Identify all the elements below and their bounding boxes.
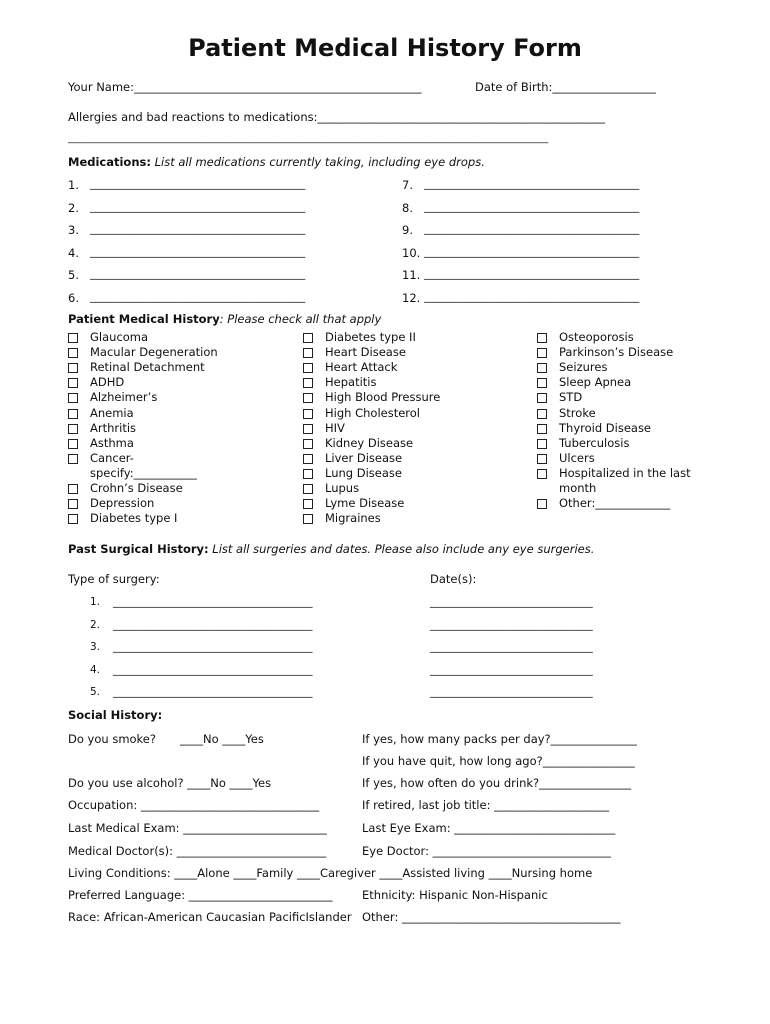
quit-field[interactable]: If you have quit, how long ago?________________ bbox=[362, 754, 635, 768]
condition-checkbox-item[interactable] bbox=[537, 390, 747, 405]
medication-number: 12. bbox=[402, 291, 421, 305]
checkbox-icon[interactable] bbox=[303, 363, 313, 373]
dob-field[interactable]: Date of Birth:__________________ bbox=[475, 80, 656, 94]
condition-label: Diabetes type I bbox=[90, 511, 178, 526]
condition-checkbox-item[interactable] bbox=[303, 330, 513, 345]
condition-checkbox-item[interactable] bbox=[303, 360, 513, 375]
medication-line[interactable]: _________________________________________ bbox=[424, 268, 640, 280]
condition-label: Stroke bbox=[559, 405, 596, 420]
condition-label: HIV bbox=[325, 420, 345, 435]
surgery-line[interactable]: ______________________________________ bbox=[113, 664, 313, 676]
condition-checkbox-item[interactable] bbox=[303, 390, 513, 405]
condition-checkbox-item[interactable] bbox=[303, 511, 513, 526]
condition-checkbox-item[interactable] bbox=[537, 406, 747, 421]
condition-checkbox-item[interactable] bbox=[537, 345, 747, 360]
condition-label: Hepatitis bbox=[325, 375, 377, 390]
checkbox-icon[interactable] bbox=[68, 454, 78, 464]
surgery-line[interactable]: ______________________________________ bbox=[113, 619, 313, 631]
checkbox-icon[interactable] bbox=[537, 363, 547, 373]
pmh-label: Patient Medical History bbox=[68, 312, 220, 326]
checkbox-icon[interactable] bbox=[68, 514, 78, 524]
medication-line[interactable]: _________________________________________ bbox=[90, 178, 306, 190]
preferred-language-field[interactable]: Preferred Language: _________________________ bbox=[68, 888, 333, 902]
packs-field[interactable]: If yes, how many packs per day?_______________ bbox=[362, 732, 637, 746]
condition-checkbox-item[interactable] bbox=[537, 421, 747, 436]
condition-checkbox-item[interactable] bbox=[303, 436, 513, 451]
medication-line[interactable]: _________________________________________ bbox=[424, 246, 640, 258]
medication-number: 7. bbox=[402, 178, 413, 192]
dates-label: Date(s): bbox=[430, 572, 477, 586]
surgery-line[interactable]: ______________________________________ bbox=[113, 686, 313, 698]
medications-heading bbox=[68, 155, 485, 169]
hospitalized-month-label: month bbox=[559, 481, 597, 495]
condition-checkbox-item[interactable] bbox=[68, 330, 278, 345]
last-eye-exam-field[interactable]: Last Eye Exam: ____________________________ bbox=[362, 821, 616, 835]
condition-checkbox-item[interactable] bbox=[68, 406, 278, 421]
checkbox-icon[interactable] bbox=[303, 469, 313, 479]
condition-checkbox-item[interactable] bbox=[68, 375, 278, 390]
occupation-field[interactable]: Occupation: _______________________________ bbox=[68, 798, 320, 812]
condition-checkbox-item[interactable] bbox=[303, 406, 513, 421]
condition-label: Alzheimer’s bbox=[90, 390, 158, 405]
condition-label: Tuberculosis bbox=[559, 435, 630, 450]
surgery-date-line[interactable]: _______________________________ bbox=[430, 619, 593, 631]
surgery-number: 3. bbox=[90, 641, 101, 653]
condition-label: Heart Attack bbox=[325, 360, 398, 375]
condition-label: Seizures bbox=[559, 360, 608, 375]
condition-label: Macular Degeneration bbox=[90, 345, 218, 360]
condition-label: Crohn’s Disease bbox=[90, 481, 183, 495]
condition-checkbox-item[interactable] bbox=[303, 421, 513, 436]
medication-line[interactable]: _________________________________________ bbox=[90, 201, 306, 213]
medication-line[interactable]: _________________________________________ bbox=[90, 246, 306, 258]
condition-label: Lung Disease bbox=[325, 465, 402, 480]
your-name-field[interactable]: Your Name:__________________________________________________ bbox=[68, 80, 422, 94]
checkbox-icon[interactable] bbox=[68, 499, 78, 509]
condition-checkbox-item[interactable] bbox=[68, 436, 278, 451]
surgery-date-line[interactable]: _______________________________ bbox=[430, 641, 593, 653]
alcohol-field[interactable]: Do you use alcohol? ____No ____Yes bbox=[68, 776, 272, 790]
cancer-specify-field[interactable]: specify:___________ bbox=[90, 465, 197, 480]
surgery-number: 1. bbox=[90, 596, 101, 608]
condition-label: Thyroid Disease bbox=[559, 420, 652, 435]
eye-doctor-field[interactable]: Eye Doctor: _______________________________ bbox=[362, 844, 611, 858]
checkbox-icon[interactable] bbox=[537, 378, 547, 388]
checkbox-icon[interactable] bbox=[303, 348, 313, 358]
medication-number: 3. bbox=[68, 223, 79, 237]
allergies-field[interactable]: Allergies and bad reactions to medications:__________________________________________________ bbox=[68, 110, 606, 124]
medication-number: 4. bbox=[68, 246, 79, 260]
condition-checkbox-item[interactable] bbox=[537, 496, 747, 511]
medication-number: 10. bbox=[402, 246, 421, 260]
surgery-date-line[interactable]: _______________________________ bbox=[430, 686, 593, 698]
surgery-line[interactable]: ______________________________________ bbox=[113, 596, 313, 608]
condition-checkbox-item[interactable] bbox=[68, 481, 278, 496]
medication-line[interactable]: _________________________________________ bbox=[424, 178, 640, 190]
condition-checkbox-item[interactable] bbox=[68, 451, 278, 466]
psh-label: Past Surgical History: bbox=[68, 542, 209, 556]
medication-line[interactable]: _________________________________________ bbox=[90, 223, 306, 235]
page-title: Patient Medical History Form bbox=[188, 34, 582, 62]
medication-number: 6. bbox=[68, 291, 79, 305]
condition-label: Kidney Disease bbox=[325, 435, 414, 450]
checkbox-icon[interactable] bbox=[303, 333, 313, 343]
condition-label: High Cholesterol bbox=[325, 405, 420, 420]
surgery-number: 5. bbox=[90, 686, 101, 698]
checkbox-icon[interactable] bbox=[68, 439, 78, 449]
medication-number: 11. bbox=[402, 268, 421, 282]
checkbox-icon[interactable] bbox=[537, 333, 547, 343]
checkbox-icon[interactable] bbox=[537, 469, 547, 479]
pmh-heading bbox=[68, 312, 381, 326]
checkbox-icon[interactable] bbox=[68, 378, 78, 388]
checkbox-icon[interactable] bbox=[303, 499, 313, 509]
condition-label: Lupus bbox=[325, 481, 360, 495]
medication-number: 5. bbox=[68, 268, 79, 282]
condition-checkbox-item[interactable] bbox=[68, 421, 278, 436]
condition-checkbox-item[interactable] bbox=[68, 390, 278, 405]
condition-label: Lyme Disease bbox=[325, 496, 405, 511]
condition-label: Parkinson’s Disease bbox=[559, 345, 674, 360]
condition-checkbox-item[interactable] bbox=[303, 496, 513, 511]
checkbox-icon[interactable] bbox=[303, 424, 313, 434]
condition-label: Sleep Apnea bbox=[559, 375, 632, 390]
smoke-question: Do you smoke? bbox=[68, 732, 156, 746]
condition-checkbox-item[interactable] bbox=[537, 451, 747, 466]
condition-checkbox-item[interactable] bbox=[303, 481, 513, 496]
condition-checkbox-item[interactable] bbox=[537, 436, 747, 451]
condition-label: Cancer- bbox=[90, 450, 134, 465]
medication-line[interactable]: _________________________________________ bbox=[424, 291, 640, 303]
medical-doctor-field[interactable]: Medical Doctor(s): __________________________ bbox=[68, 844, 327, 858]
ethnicity-field[interactable]: Ethnicity: Hispanic Non-Hispanic bbox=[362, 888, 548, 902]
condition-checkbox-item[interactable] bbox=[537, 360, 747, 375]
condition-label: Migraines bbox=[325, 511, 381, 526]
surgery-date-line[interactable]: _______________________________ bbox=[430, 596, 593, 608]
condition-checkbox-item[interactable] bbox=[537, 466, 747, 481]
last-medical-exam-field[interactable]: Last Medical Exam: _________________________ bbox=[68, 821, 327, 835]
pmh-instructions: : Please check all that apply bbox=[219, 312, 382, 326]
checkbox-icon[interactable] bbox=[303, 439, 313, 449]
checkbox-icon[interactable] bbox=[303, 378, 313, 388]
checkbox-icon[interactable] bbox=[303, 409, 313, 419]
condition-label: Anemia bbox=[90, 405, 134, 420]
checkbox-icon[interactable] bbox=[68, 409, 78, 419]
race-field[interactable]: Race: African-American Caucasian PacificIslander bbox=[68, 910, 352, 924]
condition-checkbox-item[interactable] bbox=[68, 496, 278, 511]
condition-label: Retinal Detachment bbox=[90, 360, 205, 375]
condition-label: STD bbox=[559, 390, 583, 405]
retired-field[interactable]: If retired, last job title: ____________________ bbox=[362, 798, 610, 812]
surgery-date-line[interactable]: _______________________________ bbox=[430, 664, 593, 676]
checkbox-icon[interactable] bbox=[537, 439, 547, 449]
checkbox-icon[interactable] bbox=[303, 454, 313, 464]
social-history-heading: Social History: bbox=[68, 708, 163, 722]
psh-heading bbox=[68, 542, 594, 556]
type-of-surgery-label: Type of surgery: bbox=[68, 572, 160, 586]
checkbox-icon[interactable] bbox=[303, 514, 313, 524]
checkbox-icon[interactable] bbox=[68, 363, 78, 373]
surgery-number: 4. bbox=[90, 664, 101, 676]
checkbox-icon[interactable] bbox=[537, 499, 547, 509]
medication-line[interactable]: _________________________________________ bbox=[424, 201, 640, 213]
surgery-number: 2. bbox=[90, 619, 101, 631]
psh-instructions: List all surgeries and dates. Please also include any eye surgeries. bbox=[208, 542, 595, 556]
drink-field[interactable]: If yes, how often do you drink?________________ bbox=[362, 776, 632, 790]
condition-label: Asthma bbox=[90, 435, 134, 450]
medication-number: 2. bbox=[68, 201, 79, 215]
medication-number: 8. bbox=[402, 201, 413, 215]
condition-checkbox-item[interactable] bbox=[303, 375, 513, 390]
condition-label: Hospitalized in the last bbox=[559, 465, 691, 480]
condition-label: Other:_____________ bbox=[559, 496, 671, 511]
checkbox-icon[interactable] bbox=[537, 454, 547, 464]
living-conditions-field[interactable]: Living Conditions: ____Alone ____Family ____Caregiver ____Assisted living ____Nursing home bbox=[68, 866, 593, 880]
condition-label: High Blood Pressure bbox=[325, 390, 441, 405]
condition-label: Liver Disease bbox=[325, 450, 403, 465]
checkbox-icon[interactable] bbox=[68, 393, 78, 403]
checkbox-icon[interactable] bbox=[68, 424, 78, 434]
condition-checkbox-item[interactable] bbox=[303, 466, 513, 481]
smoke-options[interactable]: ____No ____Yes bbox=[180, 732, 264, 746]
surgery-line[interactable]: ______________________________________ bbox=[113, 641, 313, 653]
race-other-field[interactable]: Other: ______________________________________ bbox=[362, 910, 621, 924]
checkbox-icon[interactable] bbox=[537, 424, 547, 434]
checkbox-icon[interactable] bbox=[68, 348, 78, 358]
condition-checkbox-item[interactable] bbox=[68, 360, 278, 375]
checkbox-icon[interactable] bbox=[537, 393, 547, 403]
medications-label: Medications: bbox=[68, 155, 151, 169]
allergies-line-2[interactable]: __________________________________________________________________________________________________ bbox=[68, 133, 549, 144]
condition-label: Ulcers bbox=[559, 450, 595, 465]
checkbox-icon[interactable] bbox=[68, 333, 78, 343]
condition-checkbox-item[interactable] bbox=[537, 330, 747, 345]
checkbox-icon[interactable] bbox=[537, 348, 547, 358]
condition-label: Arthritis bbox=[90, 420, 137, 435]
medication-number: 1. bbox=[68, 178, 79, 192]
checkbox-icon[interactable] bbox=[68, 484, 78, 494]
condition-label: Glaucoma bbox=[90, 330, 149, 344]
checkbox-icon[interactable] bbox=[303, 393, 313, 403]
condition-checkbox-item[interactable] bbox=[303, 345, 513, 360]
checkbox-icon[interactable] bbox=[303, 484, 313, 494]
condition-label: Depression bbox=[90, 496, 155, 511]
condition-checkbox-item[interactable] bbox=[68, 345, 278, 360]
condition-label: Heart Disease bbox=[325, 345, 406, 360]
condition-label: Diabetes type II bbox=[325, 330, 416, 344]
medication-line[interactable]: _________________________________________ bbox=[424, 223, 640, 235]
condition-checkbox-item[interactable] bbox=[303, 451, 513, 466]
condition-checkbox-item[interactable] bbox=[68, 511, 278, 526]
checkbox-icon[interactable] bbox=[537, 409, 547, 419]
medication-line[interactable]: _________________________________________ bbox=[90, 291, 306, 303]
medication-number: 9. bbox=[402, 223, 413, 237]
medication-line[interactable]: _________________________________________ bbox=[90, 268, 306, 280]
condition-label: Osteoporosis bbox=[559, 330, 634, 344]
condition-label: ADHD bbox=[90, 375, 125, 390]
condition-checkbox-item[interactable] bbox=[537, 375, 747, 390]
medications-instructions: List all medications currently taking, including eye drops. bbox=[150, 155, 485, 169]
